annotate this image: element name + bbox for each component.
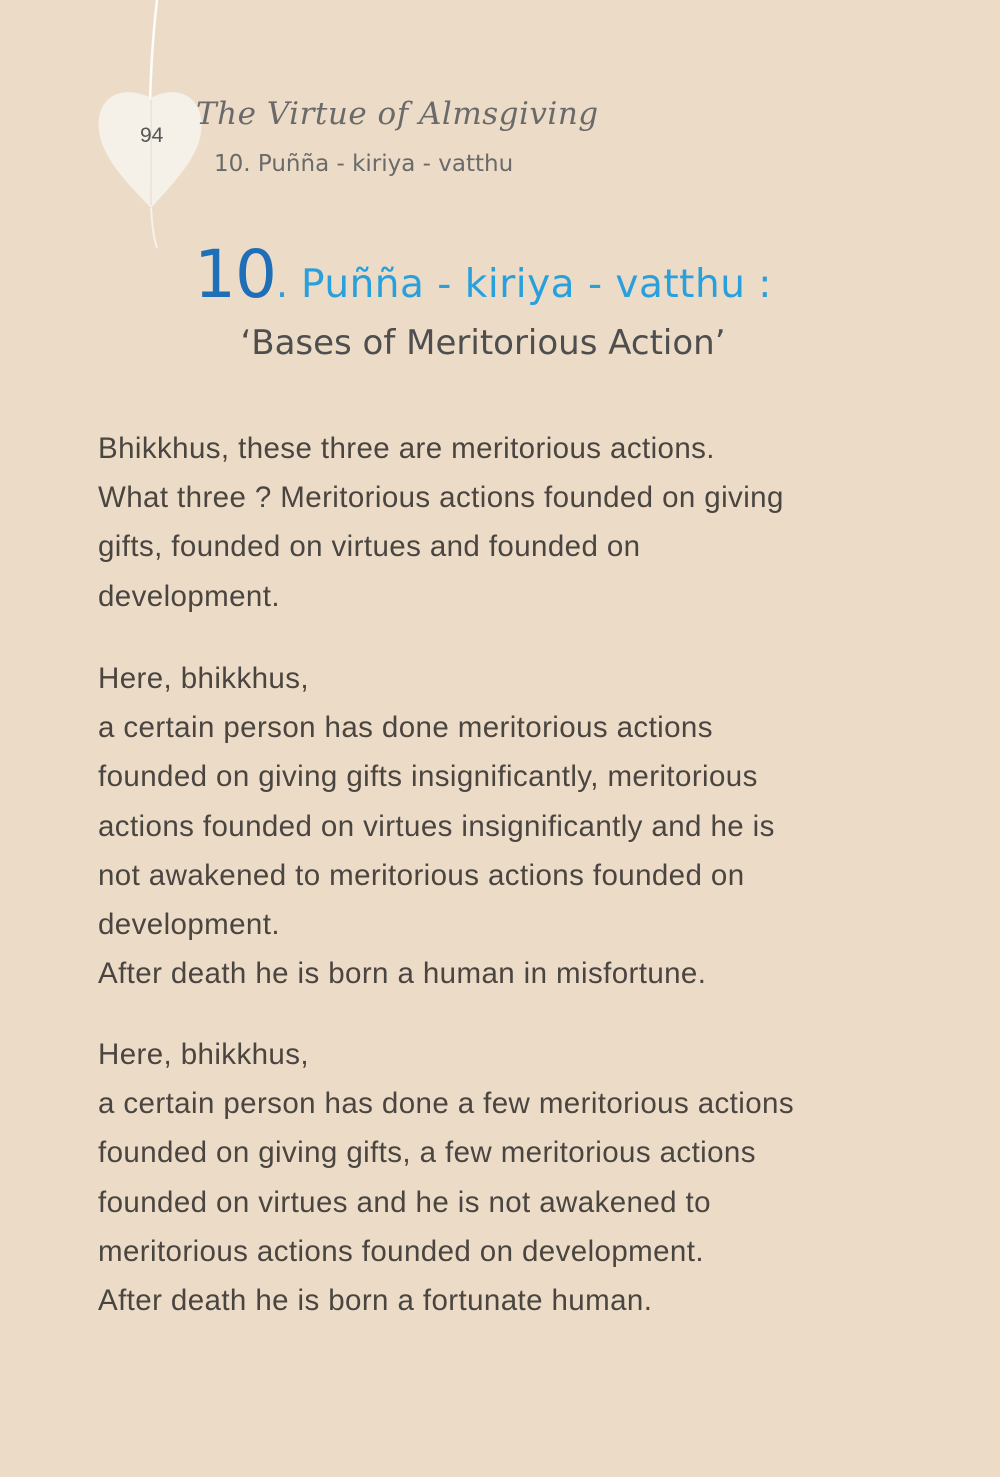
paragraph-2 [98, 654, 958, 998]
paragraph-line: founded on giving gifts insignificantly, meritorious [98, 760, 758, 794]
paragraph-line: founded on giving gifts, a few meritorious actions [98, 1136, 756, 1170]
paragraph-line: What three ? Meritorious actions founded on giving [98, 481, 784, 515]
chapter-heading [0, 236, 966, 313]
paragraph-line: Bhikkhus, these three are meritorious actions. [98, 432, 715, 465]
running-chapter-ref: 10. Puñña - kiriya - vatthu [214, 151, 514, 177]
bodhi-leaf-icon [0, 0, 220, 260]
paragraph-line: After death he is born a human in misfortune. [98, 957, 707, 991]
paragraph-line: Here, bhikkhus, [98, 1038, 309, 1071]
paragraph-3 [98, 1030, 958, 1325]
chapter-pali-title: Puñña - kiriya - vatthu : [288, 262, 772, 307]
paragraph-line: a certain person has done a few meritorious actions [98, 1087, 794, 1121]
paragraph-line: After death he is born a fortunate human. [98, 1284, 653, 1318]
paragraph-line: not awakened to meritorious actions founded on [98, 858, 745, 892]
paragraph-line: a certain person has done meritorious actions [98, 711, 713, 745]
chapter-number-separator: . [276, 262, 289, 306]
paragraph-line: meritorious actions founded on development. [98, 1234, 704, 1268]
paragraph-line: development. [98, 908, 280, 942]
paragraph-line: founded on virtues and he is not awakened to [98, 1185, 711, 1219]
paragraph-line: development. [98, 579, 280, 613]
chapter-subtitle: ‘Bases of Meritorious Action’ [240, 323, 726, 363]
chapter-number: 10 [194, 236, 277, 313]
running-book-title: The Virtue of Almsgiving [196, 96, 599, 132]
paragraph-1 [98, 424, 958, 621]
paragraph-line: gifts, founded on virtues and founded on [98, 530, 641, 564]
paragraph-line: actions founded on virtues insignificantly and he is [98, 809, 775, 843]
paragraph-line: Here, bhikkhus, [98, 662, 309, 695]
page-number: 94 [140, 124, 164, 147]
